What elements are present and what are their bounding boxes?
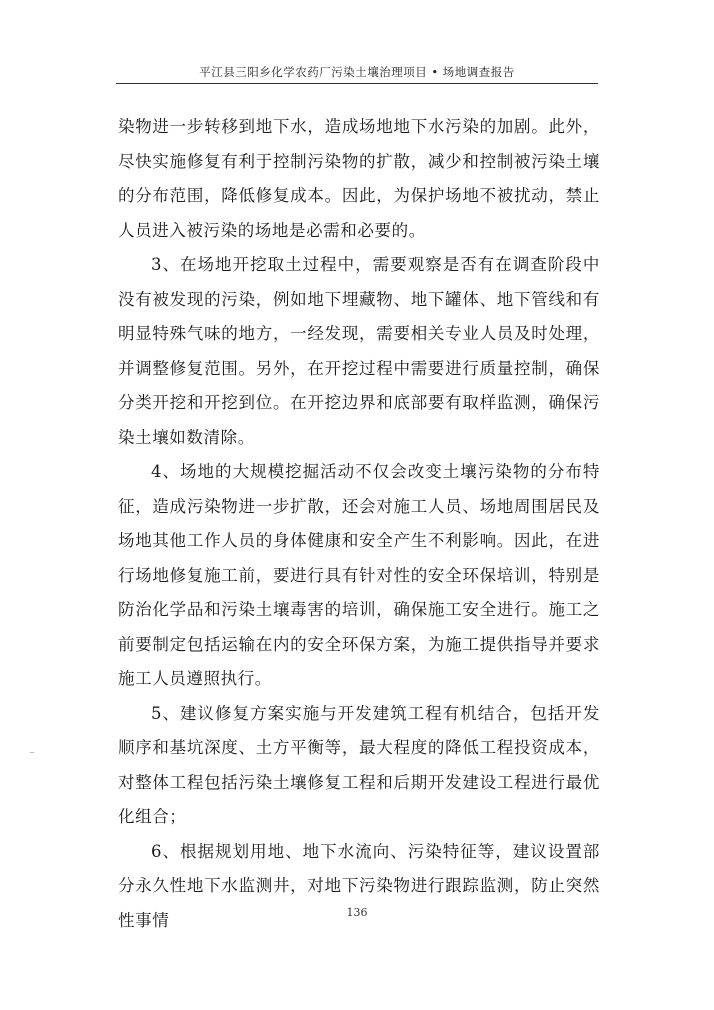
scan-speck — [30, 752, 34, 753]
page-number: 136 — [346, 906, 368, 919]
paragraph-item-4: 4、场地的大规模挖掘活动不仅会改变土壤污染物的分布特征，造成污染物进一步扩散，还会对施工人员、场地周围居民及场地其他工作人员的身体健康和安全产生不利影响。因此，在进行场地修复施工前，要进行具有针对性的安全环保培训，特别是防治化学品和污染土壤毒害的培训，确保施工安全进行。施工之前要制定包括运输在内的安全环保方案，为施工提供指导并要求施工人员遵照执行。 — [118, 462, 600, 688]
header-title: 平江县三阳乡化学农药厂污染土壤治理项目 • 场地调查报告 — [199, 65, 515, 79]
header-rule — [116, 83, 598, 84]
paragraph-item-6: 6、根据规划用地、地下水流向、污染特征等，建议设置部分永久性地下水监测井，对地下污染物进行跟踪监测，防止突然性事情 — [118, 841, 600, 930]
body-text — [118, 110, 600, 938]
page-header — [116, 62, 598, 88]
paragraph-item-5: 5、建议修复方案实施与开发建筑工程有机结合，包括开发顺序和基坑深度、土方平衡等，最大程度的降低工程投资成本，对整体工程包括污染土壤修复工程和后期开发建设工程进行最优化组合； — [118, 703, 600, 826]
paragraph-item-3: 3、在场地开挖取土过程中，需要观察是否有在调查阶段中没有被发现的污染，例如地下埋藏物、地下罐体、地下管线和有明显特殊气味的地方，一经发现，需要相关专业人员及时处理，并调整修复范围。另外，在开挖过程中需要进行质量控制，确保分类开挖和开挖到位。在开挖边界和底部要有取样监测，确保污染土壤如数清除。 — [118, 255, 600, 447]
paragraph-continuation: 染物进一步转移到地下水，造成场地地下水污染的加剧。此外，尽快实施修复有利于控制污染物的扩散，减少和控制被污染土壤的分布范围，降低修复成本。因此，为保护场地不被扰动，禁止人员进入被污染的场地是必需和必要的。 — [118, 117, 600, 240]
